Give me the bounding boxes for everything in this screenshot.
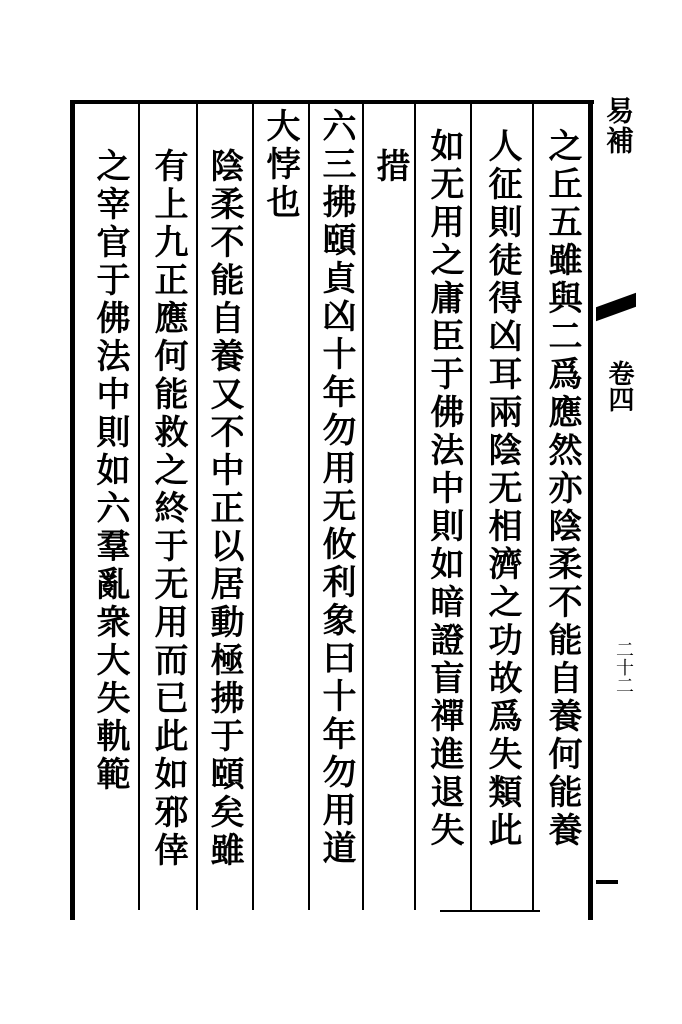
column-rule	[308, 104, 310, 910]
column-rule	[362, 104, 364, 910]
text-column-9: 之宰官于佛法中則如六羣亂衆大失軌範	[90, 148, 130, 794]
frame-right-border	[588, 100, 593, 920]
text-column-2: 人征則徒得凶耳兩陰无相濟之功故爲失類此	[482, 128, 522, 850]
text-column-6: 大悖也	[260, 108, 300, 222]
column-rule	[196, 104, 198, 910]
text-column-5: 六三拂頤貞凶十年勿用无攸利象曰十年勿用道	[316, 108, 356, 868]
column-rule	[252, 104, 254, 910]
column-rule	[532, 104, 534, 910]
text-column-3: 如无用之庸臣于佛法中則如暗證盲禪進退失	[424, 128, 464, 850]
fish-tail-mark	[596, 293, 636, 322]
column-rule	[414, 104, 416, 910]
text-column-4: 措	[370, 148, 410, 186]
book-title: 易補	[602, 96, 635, 156]
text-column-7: 陰柔不能自養又不中正以居動極拂于頤矣雖	[204, 148, 244, 870]
column-rule	[138, 104, 140, 910]
page-number: 二十二	[613, 640, 634, 694]
text-column-8: 有上九正應何能救之終于无用而已此如邪倖	[148, 148, 188, 870]
margin-bottom-mark	[596, 880, 618, 884]
volume-label: 卷四	[604, 360, 634, 412]
frame-top-border	[70, 100, 594, 104]
text-column-1: 之丘五雖與二爲應然亦陰柔不能自養何能養	[542, 128, 582, 850]
column-rule	[470, 104, 472, 910]
frame-left-border	[70, 100, 75, 920]
